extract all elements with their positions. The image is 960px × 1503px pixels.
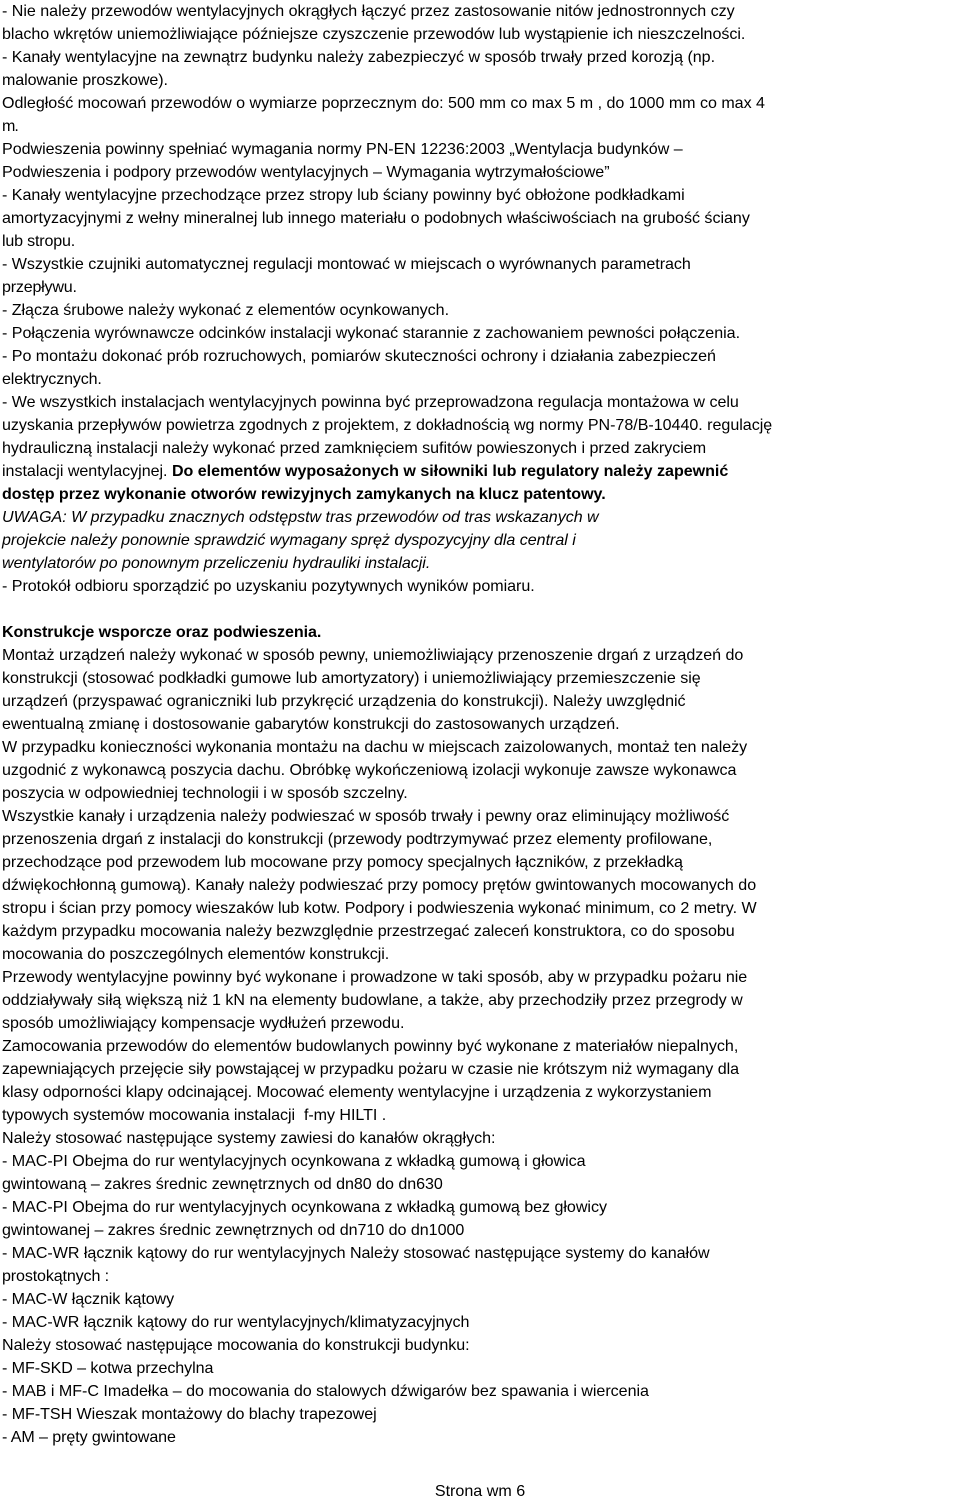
text-line xyxy=(2,23,958,46)
text-segment: - Po montażu dokonać prób rozruchowych, pomiarów skuteczności ochrony i działania zabezpieczeń xyxy=(2,347,716,365)
text-line xyxy=(2,736,958,759)
text-segment: - AM – pręty gwintowane xyxy=(2,1428,176,1446)
text-line xyxy=(2,874,958,897)
bold-text: Konstrukcje wsporcze oraz podwieszenia. xyxy=(2,623,322,641)
text-segment: - Protokół odbioru sporządzić po uzyskaniu pozytywnych wyników pomiaru. xyxy=(2,577,535,595)
text-line xyxy=(2,713,958,736)
text-segment: lub stropu. xyxy=(2,232,76,250)
text-line xyxy=(2,230,958,253)
text-segment: sposób umożliwiający kompensacje wydłużeń przewodu. xyxy=(2,1014,405,1032)
blank-line xyxy=(2,598,960,621)
text-line xyxy=(2,92,958,115)
text-segment: - Nie należy przewodów wentylacyjnych okrągłych łączyć przez zastosowanie nitów jednostronnych czy xyxy=(2,2,735,20)
text-segment: oddziaływały siłą większą niż 1 kN na elementy budowlane, a także, aby przechodziły przez przegrody w xyxy=(2,991,743,1009)
text-line xyxy=(2,322,958,345)
text-line xyxy=(2,1150,958,1173)
text-line xyxy=(2,1334,958,1357)
text-line xyxy=(2,989,958,1012)
text-segment: każdym przypadku mocowania należy bezwzględnie przestrzegać zaleceń konstruktora, co do sposobu xyxy=(2,922,735,940)
text-segment: Należy stosować następujące mocowania do konstrukcji budynku: xyxy=(2,1336,470,1354)
text-line xyxy=(2,1173,958,1196)
text-line xyxy=(2,184,958,207)
text-line xyxy=(2,437,958,460)
text-segment: klasy odporności klapy odcinającej. Mocować elementy wentylacyjne i urządzenia z wykorzystaniem xyxy=(2,1083,712,1101)
text-segment: ewentualną zmianę i dostosowanie gabarytów konstrukcji do zastosowanych urządzeń. xyxy=(2,715,620,733)
text-line xyxy=(2,368,958,391)
text-segment: gwintowaną – zakres średnic zewnętrznych od dn80 do dn630 xyxy=(2,1175,443,1193)
text-segment: - MF-SKD – kotwa przechylna xyxy=(2,1359,214,1377)
text-segment: urządzeń (przyspawać ograniczniki lub przykręcić urządzenia do konstrukcji). Należy uwzględnić xyxy=(2,692,686,710)
text-segment: - Złącza śrubowe należy wykonać z elementów ocynkowanych. xyxy=(2,301,450,319)
text-line xyxy=(2,69,958,92)
text-line xyxy=(2,851,958,874)
text-line xyxy=(2,1012,958,1035)
text-segment: - MAB i MF-C Imadełka – do mocowania do stalowych dźwigarów bez spawania i wiercenia xyxy=(2,1382,649,1400)
text-line xyxy=(2,1196,958,1219)
text-segment: - MAC-PI Obejma do rur wentylacyjnych ocynkowana z wkładką gumową i głowica xyxy=(2,1152,586,1170)
bold-text: Do elementów wyposażonych w siłowniki lub regulatory należy zapewnić xyxy=(171,462,729,480)
text-line xyxy=(2,943,958,966)
text-segment: Wszystkie kanały i urządzenia należy podwieszać w sposób trwały i pewny oraz eliminujący możliwość xyxy=(2,807,730,825)
text-line xyxy=(2,1035,958,1058)
text-line xyxy=(2,667,958,690)
text-segment: typowych systemów mocowania instalacji f-my HILTI . xyxy=(2,1106,387,1124)
text-line xyxy=(2,460,958,483)
text-segment: malowanie proszkowe). xyxy=(2,71,168,89)
text-line xyxy=(2,828,958,851)
text-line xyxy=(2,506,958,529)
text-segment: - We wszystkich instalacjach wentylacyjnych powinna być przeprowadzona regulacja montażowa w celu xyxy=(2,393,739,411)
text-line xyxy=(2,529,958,552)
text-segment: przenoszenia drgań z instalacji do konstrukcji (przewody podtrzymywać przez elementy profilowane, xyxy=(2,830,713,848)
text-line xyxy=(2,1380,958,1403)
text-line xyxy=(2,966,958,989)
text-segment: stropu i ścian przy pomocy wieszaków lub kotw. Podpory i podwieszenia wykonać minimum, co 2 metry. W xyxy=(2,899,757,917)
italic-text: wentylatorów po ponownym przeliczeniu hydrauliki instalacji. xyxy=(2,554,431,572)
text-segment: - MAC-WR łącznik kątowy do rur wentylacyjnych/klimatyzacyjnych xyxy=(2,1313,470,1331)
text-line xyxy=(2,805,958,828)
text-line xyxy=(2,897,958,920)
text-segment: Odległość mocowań przewodów o wymiarze poprzecznym do: 500 mm co max 5 m , do 1000 mm co max 4 xyxy=(2,94,765,112)
text-segment: przechodzące pod przewodem lub mocowane przy pomocy specjalnych łączników, z przekładką xyxy=(2,853,683,871)
text-line xyxy=(2,253,958,276)
text-line xyxy=(2,138,958,161)
text-line xyxy=(2,1081,958,1104)
text-segment: - MAC-WR łącznik kątowy do rur wentylacyjnych Należy stosować następujące systemy do kanałów xyxy=(2,1244,710,1262)
text-line xyxy=(2,920,958,943)
text-line xyxy=(2,391,958,414)
text-line xyxy=(2,1058,958,1081)
text-line xyxy=(2,1288,958,1311)
text-line xyxy=(2,161,958,184)
text-line xyxy=(2,690,958,713)
text-line xyxy=(2,46,958,69)
text-segment: amortyzacyjnymi z wełny mineralnej lub innego materiału o podobnych właściwościach na grubość ściany xyxy=(2,209,750,227)
text-line xyxy=(2,115,958,138)
bold-text: dostęp przez wykonanie otworów rewizyjnych zamykanych na klucz patentowy. xyxy=(2,485,606,503)
text-segment: prostokątnych : xyxy=(2,1267,109,1285)
text-segment: uzyskania przepływów powietrza zgodnych z projektem, z dokładnością wg normy PN-78/B-10440. regulację xyxy=(2,416,773,434)
text-line xyxy=(2,1403,958,1426)
text-segment: Podwieszenia i podpory przewodów wentylacyjnych – Wymagania wytrzymałościowe” xyxy=(2,163,610,181)
text-segment: poszycia w odpowiedniej technologii i w sposób szczelny. xyxy=(2,784,408,802)
text-segment: hydrauliczną instalacji należy wykonać przed zamknięciem sufitów powieszonych i przed zakryciem xyxy=(2,439,707,457)
text-line xyxy=(2,644,958,667)
text-segment: dźwiękochłonną gumową). Kanały należy podwieszać przy pomocy prętów gwintowanych mocowanych do xyxy=(2,876,757,894)
page-footer xyxy=(0,1480,960,1503)
text-segment: - Kanały wentylacyjne na zewnątrz budynku należy zabezpieczyć w sposób trwały przed korozją (np. xyxy=(2,48,716,66)
text-line xyxy=(2,1219,958,1242)
text-segment: - Kanały wentylacyjne przechodzące przez stropy lub ściany powinny być obłożone podkładkami xyxy=(2,186,685,204)
text-segment: gwintowanej – zakres średnic zewnętrznych od dn710 do dn1000 xyxy=(2,1221,465,1239)
page-number: Strona wm 6 xyxy=(434,1482,526,1500)
text-line xyxy=(2,1311,958,1334)
text-line xyxy=(2,1127,958,1150)
text-segment: Należy stosować następujące systemy zawiesi do kanałów okrągłych: xyxy=(2,1129,496,1147)
text-segment: Podwieszenia powinny spełniać wymagania normy PN-EN 12236:2003 „Wentylacja budynków – xyxy=(2,140,683,158)
text-line xyxy=(2,1265,958,1288)
text-line xyxy=(2,575,958,598)
text-line xyxy=(2,621,958,644)
text-line xyxy=(2,1357,958,1380)
text-segment: m. xyxy=(2,117,18,135)
text-segment: elektrycznych. xyxy=(2,370,102,388)
text-segment: Zamocowania przewodów do elementów budowlanych powinny być wykonane z materiałów niepalnych, xyxy=(2,1037,739,1055)
text-line xyxy=(2,552,958,575)
text-segment: Przewody wentylacyjne powinny być wykonane i prowadzone w taki sposób, aby w przypadku pożaru nie xyxy=(2,968,748,986)
text-line xyxy=(2,299,958,322)
text-segment: - MAC-W łącznik kątowy xyxy=(2,1290,175,1308)
text-segment: - MF-TSH Wieszak montażowy do blachy trapezowej xyxy=(2,1405,377,1423)
text-segment: zapewniających przejęcie siły powstającej w przypadku pożaru w czasie nie krótszym niż wymagany dla xyxy=(2,1060,740,1078)
text-line xyxy=(2,1104,958,1127)
text-line xyxy=(2,782,958,805)
text-segment: uzgodnić z wykonawcą poszycia dachu. Obróbkę wykończeniową izolacji wykonuje zawsze wykonawca xyxy=(2,761,737,779)
text-line xyxy=(2,345,958,368)
text-line xyxy=(2,414,958,437)
text-segment: przepływu. xyxy=(2,278,77,296)
italic-text: UWAGA: W przypadku znacznych odstępstw tras przewodów od tras wskazanych w xyxy=(2,508,599,526)
text-segment: Montaż urządzeń należy wykonać w sposób pewny, uniemożliwiający przenoszenie drgań z urządzeń do xyxy=(2,646,744,664)
text-line xyxy=(2,759,958,782)
text-segment: - Połączenia wyrównawcze odcinków instalacji wykonać starannie z zachowaniem pewności połączenia. xyxy=(2,324,741,342)
text-line xyxy=(2,1242,958,1265)
text-line xyxy=(2,0,958,23)
text-segment: - Wszystkie czujniki automatycznej regulacji montować w miejscach o wyrównanych parametrach xyxy=(2,255,691,273)
text-segment: - MAC-PI Obejma do rur wentylacyjnych ocynkowana z wkładką gumową bez głowicy xyxy=(2,1198,607,1216)
text-line xyxy=(2,276,958,299)
text-segment: W przypadku konieczności wykonania montażu na dachu w miejscach zaizolowanych, montaż ten należy xyxy=(2,738,748,756)
text-line xyxy=(2,1426,958,1449)
text-line xyxy=(2,483,958,506)
text-line xyxy=(2,207,958,230)
text-segment: instalacji wentylacyjnej. xyxy=(2,462,172,480)
text-segment: konstrukcji (stosować podkładki gumowe lub amortyzatory) i uniemożliwiający przemieszczenie się xyxy=(2,669,701,687)
italic-text: projekcie należy ponownie sprawdzić wymagany spręż dyspozycyjny dla central i xyxy=(2,531,576,549)
text-segment: blacho wkrętów uniemożliwiające późniejsze czyszczenie przewodów lub wystąpienie ich nieszczelności. xyxy=(2,25,746,43)
text-segment: mocowania do poszczególnych elementów konstrukcji. xyxy=(2,945,390,963)
